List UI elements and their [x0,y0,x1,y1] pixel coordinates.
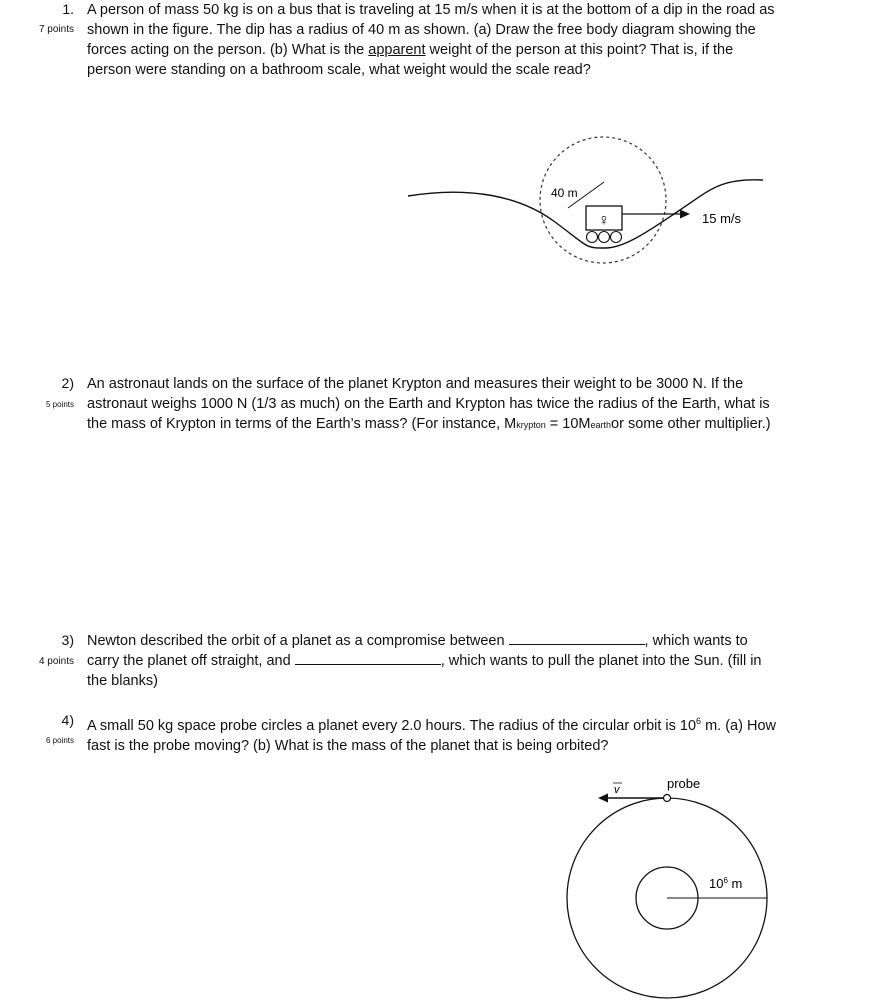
wheel [611,232,622,243]
text-line: Newton described the orbit of a planet as a compromise between , which wants to [87,633,748,649]
points-label: 7 points [38,24,74,35]
subscript: earth [590,420,612,430]
text-line: A person of mass 50 kg is on a bus that is traveling at 15 m/s when it is at the bottom of a dip in the road as [87,2,775,18]
text-line: the mass of Krypton in terms of the Earth’s mass? (For instance, Mkrypton = 10Mearthor some other multiplier.) [87,416,771,432]
person-icon: ♀ [598,212,610,229]
text-line: person were standing on a bathroom scale, what weight would the scale read? [87,62,591,78]
probe-label: probe [667,776,701,791]
subscript: krypton [516,420,546,430]
dip-circle [540,137,666,263]
question-text [87,711,799,756]
text-line: An astronaut lands on the surface of the planet Krypton and measures their weight to be 3000 N. If the [87,376,744,392]
superscript: 6 [696,716,702,726]
question-text [87,631,799,691]
wheel [599,232,610,243]
points-label: 6 points [45,736,74,745]
wheel [587,232,598,243]
radius-label: 40 m [551,186,578,200]
speed-label: 15 m/s [702,211,742,226]
points-label: 4 points [38,656,74,667]
text-line: the blanks) [87,673,158,689]
arrow-head [598,794,608,803]
question-number: 4) [61,712,74,728]
velocity-symbol: v [614,784,620,796]
question-text [87,0,799,80]
arrow-head [680,210,690,219]
fill-in-blank[interactable] [509,631,645,645]
question-number: 3) [61,632,74,648]
question-text [87,374,799,435]
fill-in-blank[interactable] [295,651,441,665]
question-number: 2) [61,375,74,391]
text-line: carry the planet off straight, and , which wants to pull the planet into the Sun. (fill in [87,653,762,669]
underlined-word: apparent [368,42,426,58]
question-number: 1. [62,1,74,17]
text-line: forces acting on the person. (b) What is the apparent weight of the person at this point? That is, if the [87,42,734,58]
text-line: A small 50 kg space probe circles a planet every 2.0 hours. The radius of the circular orbit is $10^6$ m. (a) How [87,716,776,734]
text-line: astronaut weighs 1000 N (1/3 as much) on the Earth and Krypton has twice the radius of the Earth, what is [87,396,770,412]
figure-bus-dip [0,110,880,370]
points-label: 5 points [45,400,74,409]
orbit-radius-label: $10^6$ m [709,876,743,891]
probe-dot [664,795,671,802]
text-line: shown in the figure. The dip has a radius of 40 m as shown. (a) Draw the free body diagram showing the [87,22,756,38]
figure-orbit [0,772,880,1008]
text-line: fast is the probe moving? (b) What is the mass of the planet that is being orbited? [87,737,609,754]
